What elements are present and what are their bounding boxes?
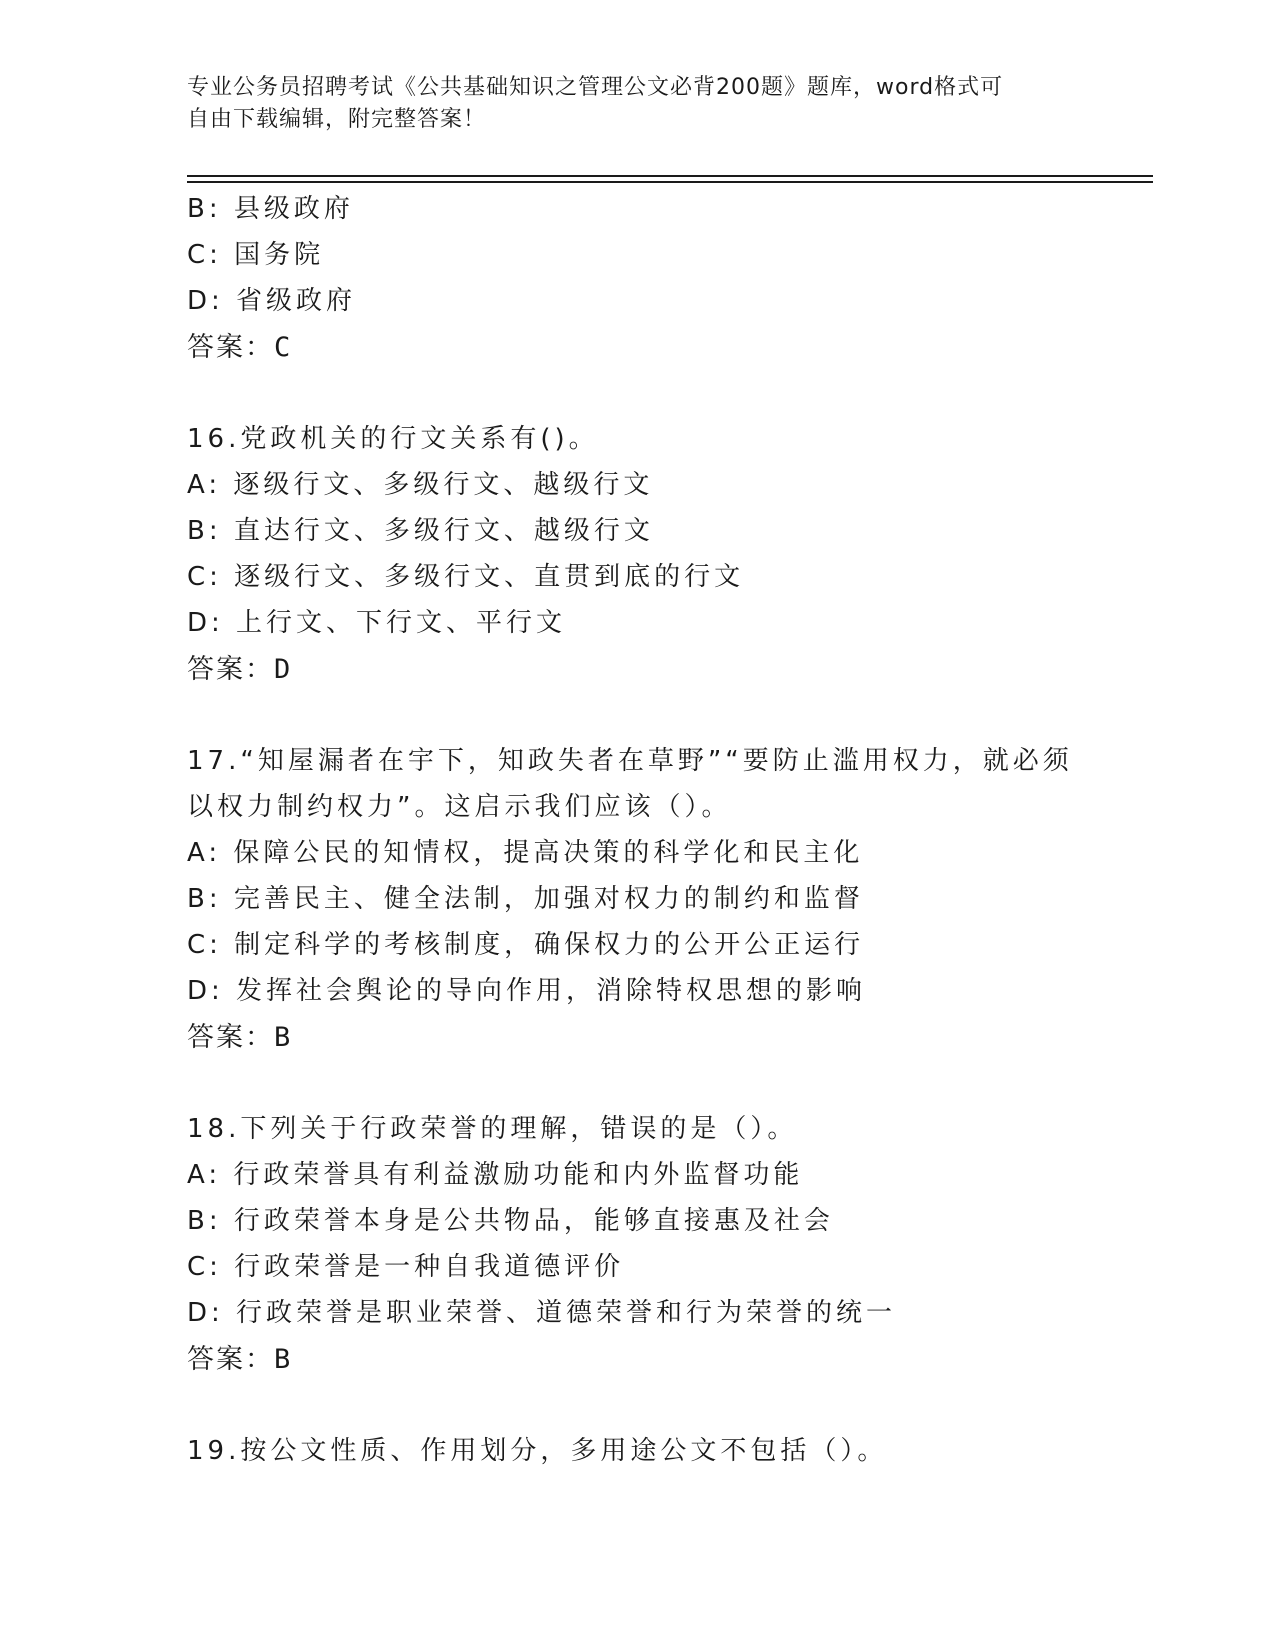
option-b: B: 完善民主、健全法制，加强对权力的制约和监督 [187, 884, 864, 914]
answer-label: 答案： [187, 1344, 274, 1374]
option-b: B: 行政荣誉本身是公共物品，能够直接惠及社会 [187, 1206, 834, 1236]
option-c: C: 制定科学的考核制度，确保权力的公开公正运行 [187, 930, 865, 960]
question-16 [187, 416, 1153, 693]
answer-line [187, 1336, 1153, 1383]
option-a: A: 行政荣誉具有利益激励功能和内外监督功能 [187, 1160, 804, 1190]
option-b: B: 县级政府 [187, 194, 354, 224]
header-line-1: 专业公务员招聘考试《公共基础知识之管理公文必背200题》题库，word格式可 [187, 75, 1004, 100]
question-stem: 18.下列关于行政荣誉的理解，错误的是（）。 [187, 1114, 798, 1144]
answer-line [187, 646, 1153, 693]
question-17 [187, 738, 1153, 1061]
answer-value: D [274, 654, 293, 685]
option-c: C: 国务院 [187, 240, 325, 270]
option-a: A: 保障公民的知情权，提高决策的科学化和民主化 [187, 838, 864, 868]
question-stem: 19.按公文性质、作用划分，多用途公文不包括（）。 [187, 1436, 888, 1466]
document-header [187, 72, 1087, 136]
option-d: D: 省级政府 [187, 286, 357, 316]
option-d: D: 上行文、下行文、平行文 [187, 608, 567, 638]
answer-line [187, 324, 1153, 371]
option-c: C: 行政荣誉是一种自我道德评价 [187, 1252, 625, 1282]
option-d: D: 发挥社会舆论的导向作用，消除特权思想的影响 [187, 976, 867, 1006]
answer-line [187, 1014, 1153, 1061]
answer-value: B [274, 1022, 293, 1053]
header-line-2: 自由下载编辑，附完整答案！ [187, 107, 487, 132]
question-19 [187, 1428, 1153, 1474]
answer-value: B [274, 1344, 293, 1375]
option-c: C: 逐级行文、多级行文、直贯到底的行文 [187, 562, 745, 592]
question-18 [187, 1106, 1153, 1383]
option-d: D: 行政荣誉是职业荣誉、道德荣誉和行为荣誉的统一 [187, 1298, 897, 1328]
option-a: A: 逐级行文、多级行文、越级行文 [187, 470, 654, 500]
header-divider-bottom [187, 181, 1153, 183]
question-stem-line-1: 17.“知屋漏者在宇下，知政失者在草野”“要防止滥用权力，就必须 [187, 746, 1073, 776]
question-stem-line-2: 以权力制约权力”。这启示我们应该（）。 [187, 792, 732, 822]
answer-label: 答案： [187, 332, 274, 362]
question-15 [187, 186, 1153, 371]
header-divider-top [187, 175, 1153, 177]
answer-value: C [274, 332, 293, 363]
question-list [187, 186, 1153, 1474]
question-stem: 16.党政机关的行文关系有()。 [187, 424, 599, 454]
option-b: B: 直达行文、多级行文、越级行文 [187, 516, 654, 546]
answer-label: 答案： [187, 654, 274, 684]
answer-label: 答案： [187, 1022, 274, 1052]
